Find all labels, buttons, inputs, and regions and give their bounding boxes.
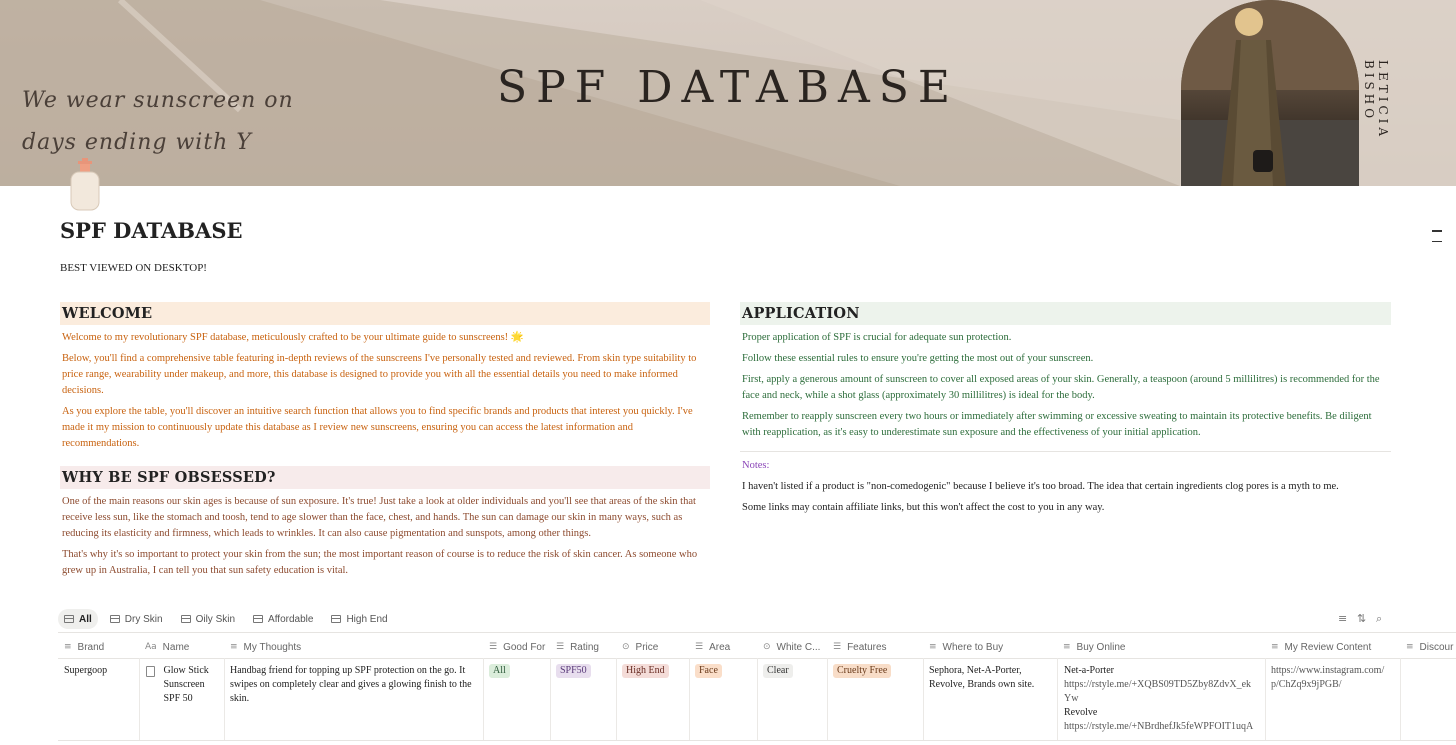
search-icon[interactable]: ⌕ <box>1376 612 1383 625</box>
page-icon <box>146 666 155 677</box>
note-1: I haven't listed if a product is "non-comedogenic" because I believe it's too broad. The idea that certain ingredients clog pores is a myth to me. <box>742 481 1339 492</box>
divider <box>740 451 1391 452</box>
view-tab-label: All <box>79 613 92 625</box>
page-subtitle: BEST VIEWED ON DESKTOP! <box>60 262 207 274</box>
list-icon: ≡ <box>1063 642 1071 652</box>
review-link-line-2[interactable]: p/ChZq9x9jPGB/ <box>1271 679 1342 690</box>
column-divider <box>139 658 140 740</box>
cell-name[interactable] <box>146 664 220 706</box>
column-header-rating[interactable] <box>556 636 599 658</box>
column-header-brand[interactable] <box>64 636 104 658</box>
column-label: Price <box>635 641 659 653</box>
column-divider <box>224 658 225 740</box>
table-view-icon <box>181 615 191 623</box>
name-line: Glow Stick <box>163 665 209 676</box>
table-view-icon <box>110 615 120 623</box>
table-of-contents-icon[interactable] <box>1432 230 1442 251</box>
column-divider <box>1057 658 1058 740</box>
why-heading: WHY BE SPF OBSESSED? <box>60 466 710 489</box>
select-icon: ⊙ <box>622 642 630 652</box>
column-divider <box>616 658 617 740</box>
table-view-icon <box>331 615 341 623</box>
column-header-review-content[interactable] <box>1271 636 1371 658</box>
text-icon: Aa <box>145 642 157 652</box>
view-tab-dry-skin[interactable] <box>104 609 169 629</box>
tag-area: Face <box>695 664 722 678</box>
column-header-good-for[interactable] <box>489 636 545 658</box>
list-icon: ≡ <box>64 642 72 652</box>
view-tab-high-end[interactable] <box>325 609 393 629</box>
review-link-line-1[interactable]: https://www.instagram.com/ <box>1271 665 1385 676</box>
application-paragraph-3: First, apply a generous amount of sunscreen to cover all exposed areas of your skin. Generally, a teaspoon (around 5 millilitres) is recommended for the face and neck, while a shot glass (approximately 30 millilitres) is ideal for the body. <box>742 374 1380 401</box>
row-border <box>58 740 1456 741</box>
banner-title: SPF DATABASE <box>497 62 959 113</box>
name-line: SPF 50 <box>163 693 193 704</box>
multi-select-icon: ☰ <box>489 642 498 652</box>
banner-script-line-2: days ending with Y <box>22 130 252 155</box>
buy-link-net-a-porter-cont[interactable]: Yw <box>1064 693 1079 704</box>
database-views <box>58 608 400 630</box>
buy-link-revolve[interactable]: https://rstyle.me/+NBrdhefJk5feWPFOIT1uqA <box>1064 721 1254 732</box>
view-tab-label: High End <box>346 613 388 625</box>
table-view-icon <box>253 615 263 623</box>
welcome-paragraph-3: As you explore the table, you'll discover an intuitive search function that allows you to find specific brands and products that interest you quickly. I've made it my mission to continuously update this database as I review new sunscreens, ensuring you can access the latest information and recommendations. <box>62 406 693 449</box>
why-paragraph-1: One of the main reasons our skin ages is because of sun exposure. It's true! Just take a look at older individuals and you'll see that areas of the skin that receive less sun, like the stomach and toosh, tend to age slower than the face, chest, and hands. The sun can damage our skin in many ways, such as reducing its elasticity and firmness, which leads to wrinkles. It can also cause pigmentation and sunspots, among other things. <box>62 496 696 539</box>
column-header-discount[interactable] <box>1406 636 1453 658</box>
welcome-paragraph-1: Welcome to my revolutionary SPF database, meticulously crafted to be your ultimate guide to sunscreens! 🌟 <box>62 332 524 343</box>
view-tab-affordable[interactable] <box>247 609 319 629</box>
banner-vertical-name: LETICIA BISHO <box>1362 60 1390 141</box>
column-divider <box>483 658 484 740</box>
column-divider <box>1265 658 1266 740</box>
column-label: Brand <box>77 641 105 653</box>
column-label: Good For <box>503 641 546 653</box>
banner-script-line-1: We wear sunscreen on <box>22 88 294 113</box>
application-paragraph-2: Follow these essential rules to ensure you're getting the most out of your sunscreen. <box>742 353 1094 364</box>
cell-buy-online[interactable] <box>1064 664 1264 734</box>
list-icon: ≡ <box>929 642 937 652</box>
application-paragraph-4: Remember to reapply sunscreen every two hours or immediately after swimming or excessive sweating to maintain its protective benefits. Be diligent with reapplication, as it's easy to underestimate sun exposure and the effectiveness of your initial application. <box>742 411 1372 438</box>
column-label: Area <box>709 641 731 653</box>
cell-price[interactable] <box>622 664 669 678</box>
view-tab-label: Dry Skin <box>124 613 163 625</box>
cell-rating[interactable] <box>556 664 591 678</box>
column-label: Where to Buy <box>942 641 1004 653</box>
column-label: Buy Online <box>1076 641 1126 653</box>
name-line: Sunscreen <box>163 679 205 690</box>
column-label: My Review Content <box>1284 641 1372 653</box>
list-icon: ≡ <box>1271 642 1279 652</box>
column-divider <box>757 658 758 740</box>
view-tab-label: Oily Skin <box>195 613 236 625</box>
table-view-icon <box>64 615 74 623</box>
cell-thoughts[interactable]: Handbag friend for topping up SPF protection on the go. It swipes on completely clear and gives a glowing finish to the skin. <box>230 665 472 704</box>
column-header-area[interactable] <box>695 636 730 658</box>
view-tab-all[interactable] <box>58 609 98 629</box>
column-label: Name <box>162 641 190 653</box>
buy-link-net-a-porter[interactable]: https://rstyle.me/+XQBS09TD5Zby8ZdvX_ek <box>1064 679 1252 690</box>
multi-select-icon: ☰ <box>556 642 565 652</box>
right-column <box>740 302 1391 516</box>
column-header-where-to-buy[interactable] <box>929 636 1003 658</box>
list-icon: ≡ <box>230 642 238 652</box>
column-label: Discour <box>1419 641 1454 653</box>
column-divider <box>1400 658 1401 740</box>
view-tab-oily-skin[interactable] <box>175 609 241 629</box>
cell-good-for[interactable] <box>489 664 510 678</box>
column-header-name[interactable] <box>145 636 189 658</box>
multi-select-icon: ☰ <box>833 642 842 652</box>
cell-where-to-buy[interactable]: Sephora, Net-A-Porter, Revolve, Brands own site. <box>929 665 1035 690</box>
sort-icon[interactable]: ⇅ <box>1357 612 1367 625</box>
banner-portrait-photo <box>1181 0 1359 186</box>
tag-good-for: All <box>489 664 510 678</box>
column-header-features[interactable] <box>833 636 887 658</box>
cell-area[interactable] <box>695 664 722 678</box>
application-paragraph-1: Proper application of SPF is crucial for adequate sun protection. <box>742 332 1012 343</box>
column-label: My Thoughts <box>243 641 302 653</box>
why-paragraph-2: That's why it's so important to protect your skin from the sun; the most important reason of course is to reduce the risk of skin cancer. As someone who grew up in Australia, I can tell you that sun safety education is vital. <box>62 549 698 576</box>
tag-price: High End <box>622 664 669 678</box>
multi-select-icon: ☰ <box>695 642 704 652</box>
column-header-thoughts[interactable] <box>230 636 301 658</box>
column-label: White C... <box>776 641 821 653</box>
list-icon: ≡ <box>1406 642 1414 652</box>
cover-banner <box>0 0 1456 186</box>
column-divider <box>550 658 551 740</box>
view-tab-label: Affordable <box>268 613 314 625</box>
column-header-price[interactable] <box>622 636 658 658</box>
cell-features[interactable] <box>833 664 891 678</box>
tag-white-cast: Clear <box>763 664 793 678</box>
notes-label: Notes: <box>742 460 770 471</box>
column-label: Rating <box>570 641 599 653</box>
welcome-paragraph-2: Below, you'll find a comprehensive table featuring in-depth reviews of the sunscreens I've personally tested and reviewed. From skin type suitability to price range, wearability under makeup, and more, this database is designed to provide you with all the essential details you need to make informed decisions. <box>62 353 697 396</box>
buy-label-net-a-porter: Net-a-Porter <box>1064 665 1114 676</box>
column-divider <box>923 658 924 740</box>
column-label: Features <box>847 641 887 653</box>
note-2: Some links may contain affiliate links, but this won't affect the cost to you in any way. <box>742 502 1105 513</box>
column-divider <box>827 658 828 740</box>
column-header-white-cast[interactable] <box>763 636 820 658</box>
tag-rating: SPF50 <box>556 664 591 678</box>
sunscreen-bottle-icon[interactable] <box>66 156 106 214</box>
welcome-heading: WELCOME <box>60 302 710 325</box>
cell-white-cast[interactable] <box>763 664 793 678</box>
table-top-border <box>58 632 1456 633</box>
application-heading: APPLICATION <box>740 302 1391 325</box>
cell-review-content[interactable] <box>1271 664 1399 692</box>
left-column <box>60 302 710 579</box>
select-icon: ⊙ <box>763 642 771 652</box>
filter-icon[interactable]: ≡ <box>1338 612 1348 625</box>
cell-brand[interactable]: Supergoop <box>64 665 108 676</box>
tag-features: Cruelty Free <box>833 664 891 678</box>
page-title: SPF DATABASE <box>60 218 243 243</box>
column-header-buy-online[interactable] <box>1063 636 1125 658</box>
buy-label-revolve: Revolve <box>1064 707 1098 718</box>
column-divider <box>689 658 690 740</box>
